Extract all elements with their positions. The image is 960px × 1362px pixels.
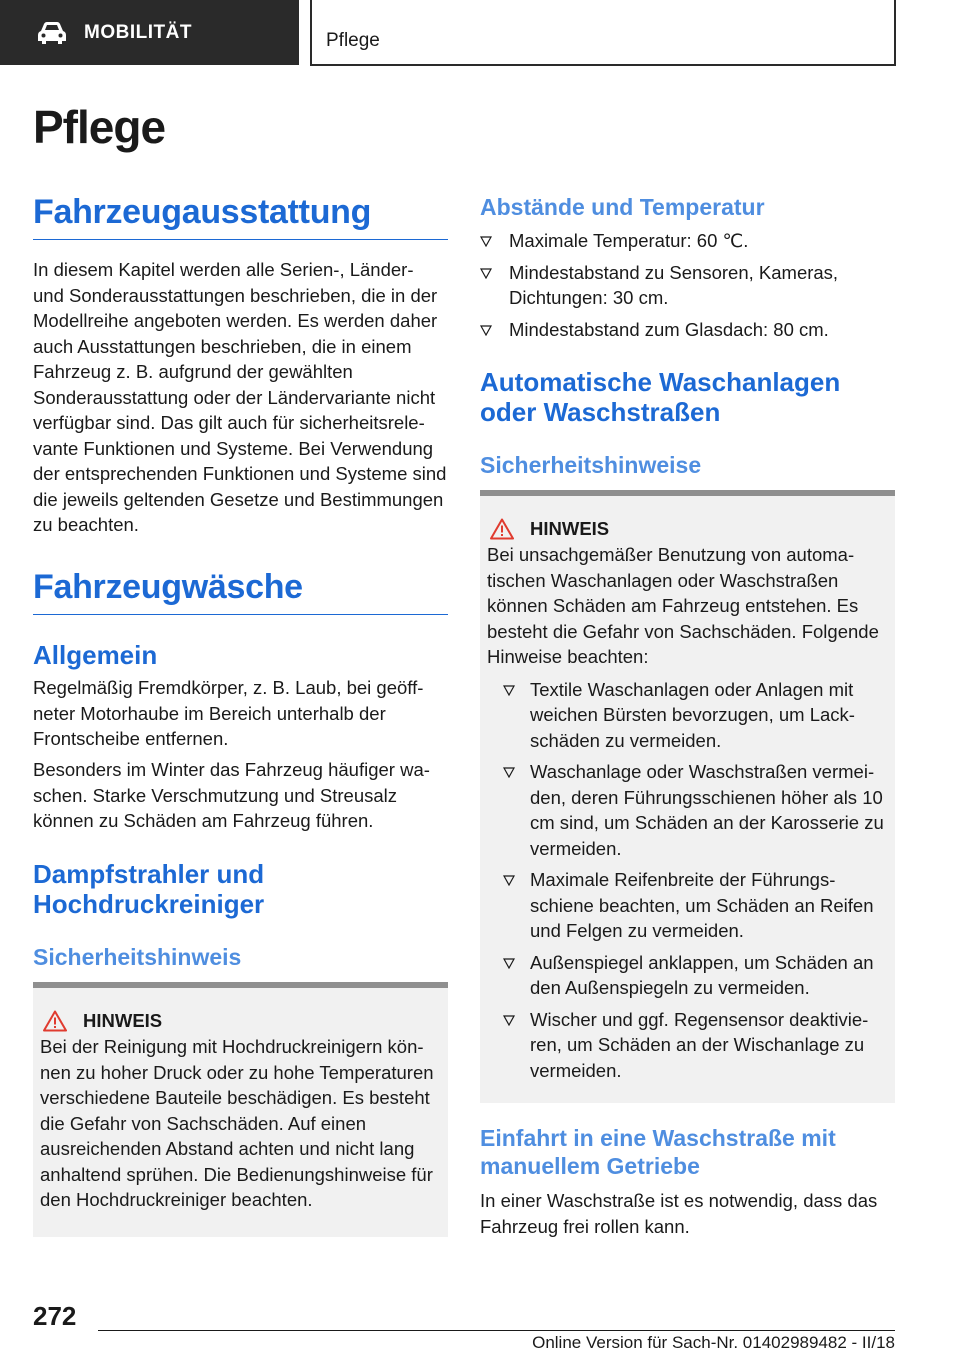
triangle-bullet-icon	[480, 236, 492, 247]
page-label: Pflege	[310, 0, 896, 66]
triangle-bullet-icon	[503, 767, 515, 778]
hinweis-text: Bei unsachgemäßer Benutzung von automatischen Waschanlagen oder Waschstraßen können Schäden am Fahrzeug entstehen. Es besteht die Gefahr von Sachschäden. Folgende Hinweise beachten:	[487, 544, 879, 667]
page-number: 272	[33, 1301, 77, 1331]
list-item: Wischer und ggf. Regensensor deaktivieren, um Schäden an der Wischanlage zu vermeiden.	[495, 1007, 885, 1084]
triangle-bullet-icon	[503, 1015, 515, 1026]
triangle-bullet-icon	[480, 325, 492, 336]
warning-icon	[490, 518, 514, 540]
abstaende-list	[480, 228, 895, 348]
car-icon	[36, 21, 68, 45]
hinweis-text: Bei der Reinigung mit Hochdruckreinigern können zu hoher Druck oder zu hohe Temperaturen verschiedene Bauteile beschädigen. Es besteht die Gefahr von Sachschäden. Auf einen ausreichenden Abstand achten und nicht lang anhaltend sprühen. Die Bedienungshinweise für den Hochdruckreiniger beachten.	[40, 1036, 434, 1210]
hinweis-box-hochdruck	[33, 982, 448, 1237]
triangle-bullet-icon	[503, 685, 515, 696]
list-item: Textile Waschanlagen oder Anlagen mit weichen Bürsten bevorzugen, um Lackschäden zu vermeiden.	[495, 677, 885, 754]
heading-abstaende: Abstände und Temperatur	[480, 194, 765, 220]
page-title: Pflege	[33, 101, 166, 153]
paragraph-allgemein-2: Besonders im Winter das Fahrzeug häufiger waschen. Starke Verschmutzung und Streusalz können zu Schäden am Fahrzeug führen.	[33, 759, 430, 831]
section-tab	[0, 0, 299, 65]
hinweis-box-waschanlagen	[480, 490, 895, 1103]
hinweis-list	[487, 677, 885, 1084]
list-item: Waschanlage oder Waschstraßen vermeiden, deren Führungsschienen höher als 10 cm sind, um Schäden an der Karosserie zu vermeiden.	[495, 759, 885, 861]
heading-fahrzeugwaesche: Fahrzeugwäsche	[33, 568, 448, 615]
list-item: Mindestabstand zum Glasdach: 80 cm.	[480, 317, 895, 343]
triangle-bullet-icon	[503, 958, 515, 969]
heading-allgemein: Allgemein	[33, 640, 158, 670]
heading-dampfstrahler: Dampfstrahler und Hochdruckreiniger	[33, 859, 265, 919]
list-item: Maximale Reifenbreite der Führungsschiene beachten, um Schäden an Reifen und Felgen zu vermeiden.	[495, 867, 885, 944]
heading-fahrzeugausstattung: Fahrzeugausstattung	[33, 193, 448, 240]
heading-waschanlagen: Automatische Waschanlagen oder Waschstraßen	[480, 367, 841, 427]
list-item: Maximale Temperatur: 60 ℃.	[480, 228, 895, 254]
hinweis-title: HINWEIS	[530, 518, 610, 539]
triangle-bullet-icon	[480, 268, 492, 279]
footer-divider	[98, 1330, 895, 1331]
hinweis-title: HINWEIS	[83, 1010, 163, 1031]
heading-sicherheitshinweise: Sicherheitshinweise	[480, 452, 702, 478]
triangle-bullet-icon	[503, 875, 515, 886]
list-item: Mindestabstand zu Sensoren, Kameras, Dichtungen: 30 cm.	[480, 260, 895, 311]
paragraph-allgemein-1: Regelmäßig Fremdkörper, z. B. Laub, bei geöffneter Motorhaube im Bereich unterhalb der Frontscheibe entfernen.	[33, 677, 424, 749]
heading-einfahrt: Einfahrt in eine Waschstraße mit manuellem Getriebe	[480, 1125, 836, 1179]
section-label: MOBILITÄT	[84, 21, 192, 43]
paragraph-einfahrt: In einer Waschstraße ist es notwendig, dass das Fahrzeug frei rollen kann.	[480, 1190, 878, 1237]
warning-icon	[43, 1010, 67, 1032]
paragraph-fahrzeugausstattung: In diesem Kapitel werden alle Serien-, Länder- und Sonderausstattungen beschrieben, die in der Modellreihe angeboten werden. Es werden daher auch Ausstattungen beschrieben, die in einem Fahrzeug z. B. aufgrund der gewählten Sonderausstattung oder der Ländervariante nicht verfügbar sind. Das gilt auch für sicherheitsrelevante Funktionen und Systeme. Bei Verwendung der entsprechenden Funktionen und Systeme sind die jeweils geltenden Gesetze und Bestimmungen zu beachten.	[33, 259, 447, 535]
heading-sicherheitshinweis: Sicherheitshinweis	[33, 944, 242, 970]
list-item: Außenspiegel anklappen, um Schäden an den Außenspiegeln zu vermeiden.	[495, 950, 885, 1001]
footer-text: Online Version für Sach-Nr. 01402989482 - II/18	[532, 1333, 895, 1352]
